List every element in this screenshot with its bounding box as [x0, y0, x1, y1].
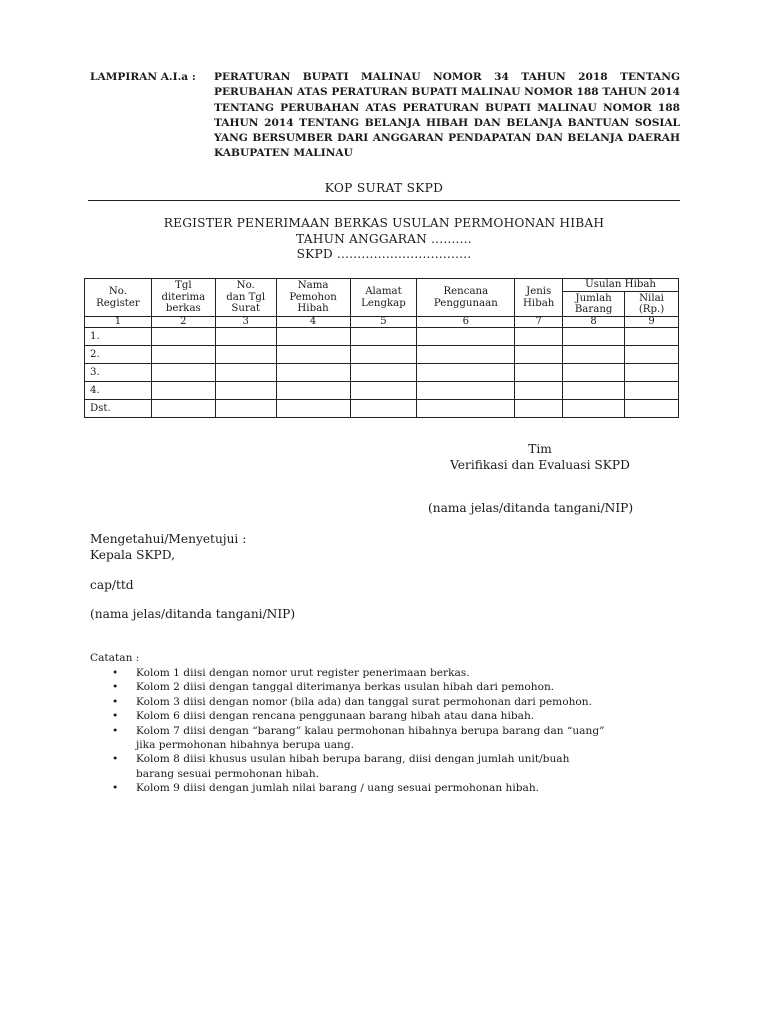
column-number: 2 — [151, 317, 215, 328]
row-number: 1. — [85, 328, 152, 346]
bullet-icon: • — [112, 724, 119, 737]
header-tgl-diterima: Tgl diterima berkas — [151, 279, 215, 317]
header-jenis: Jenis Hibah — [515, 279, 563, 317]
table-row — [85, 364, 679, 382]
bullet-icon: • — [112, 695, 119, 708]
list-item: • Kolom 9 diisi dengan jumlah nilai barang / uang sesuai permohonan hibah. — [112, 782, 540, 795]
register-title: REGISTER PENERIMAAN BERKAS USULAN PERMOHONAN HIBAH — [163, 216, 605, 230]
row-number: 3. — [85, 364, 152, 382]
tim-verifikasi-label: Verifikasi dan Evaluasi SKPD — [450, 458, 630, 472]
row-number: Dst. — [85, 400, 152, 418]
kepala-skpd-label: Kepala SKPD, — [90, 547, 175, 562]
header-rencana: Rencana Penggunaan — [417, 279, 515, 317]
cap-ttd: cap/ttd — [90, 578, 134, 592]
mengetahui-label: Mengetahui/Menyetujui : — [90, 532, 247, 546]
table-row — [85, 400, 679, 418]
tim-label: Tim — [528, 442, 552, 456]
lampiran-label: LAMPIRAN A.I.a : — [90, 71, 196, 83]
register-table — [84, 278, 679, 418]
register-skpd: SKPD ................................. — [296, 247, 472, 261]
header-nama-pemohon: Nama Pemohon Hibah — [276, 279, 350, 317]
column-number: 8 — [563, 317, 625, 328]
bullet-icon: • — [112, 753, 119, 766]
list-item: • Kolom 2 diisi dengan tanggal diterimanya berkas usulan hibah dari pemohon. — [112, 681, 555, 694]
list-item: • Kolom 1 diisi dengan nomor urut register penerimaan berkas. — [112, 667, 470, 679]
column-number: 6 — [417, 317, 515, 328]
kop-divider — [88, 200, 680, 201]
register-tahun: TAHUN ANGGARAN .......... — [296, 232, 472, 246]
tim-signature-name: (nama jelas/ditanda tangani/NIP) — [428, 501, 634, 515]
lampiran-text: PERATURAN BUPATI MALINAU NOMOR 34 TAHUN 2018 TENTANG PERUBAHAN ATAS PERATURAN BUPATI MALINAU NOMOR 188 TAHUN 2014 TENTANG PERUBAHAN ATAS PERATURAN BUPATI MALINAU NOMOR 188 TAHUN 2014 TENTANG BELANJA HIBAH DAN BELANJA BANTUAN SOSIAL YANG BERSUMBER DARI ANGGARAN PENDAPATAN DAN BELANJA DAERAH KABUPATEN MALINAU — [214, 71, 680, 160]
row-number: 4. — [85, 382, 152, 400]
header-alamat: Alamat Lengkap — [350, 279, 417, 317]
list-item: • Kolom 8 diisi khusus usulan hibah berupa barang, diisi dengan jumlah unit/buah barang sesuai permohonan hibah. — [112, 753, 570, 780]
header-usulan-hibah: Usulan Hibah — [563, 279, 679, 292]
header-nilai: Nilai (Rp.) — [625, 292, 679, 317]
catatan-list — [90, 666, 690, 796]
header-jumlah-barang: Jumlah Barang — [563, 292, 625, 317]
column-number: 1 — [85, 317, 152, 328]
column-number: 4 — [276, 317, 350, 328]
tim-verifikasi — [420, 441, 660, 473]
bullet-icon: • — [112, 681, 119, 694]
kop-surat-title: KOP SURAT SKPD — [324, 181, 444, 195]
row-number: 2. — [85, 346, 152, 364]
list-item: • Kolom 6 diisi dengan rencana penggunaan barang hibah atau dana hibah. — [112, 710, 535, 723]
table-header-row — [85, 279, 679, 292]
column-number: 3 — [215, 317, 276, 328]
list-item: • Kolom 7 diisi dengan “barang” kalau permohonan hibahnya berupa barang dan “uang” jika permohonan hibahnya berupa uang. — [112, 724, 605, 752]
column-number: 7 — [515, 317, 563, 328]
table-row — [85, 328, 679, 346]
bullet-icon: • — [112, 710, 119, 723]
catatan-title: Catatan : — [90, 652, 140, 664]
bullet-icon: • — [112, 782, 119, 795]
header-no-register: No. Register — [85, 279, 152, 317]
column-number-row — [85, 317, 679, 328]
table-row — [85, 346, 679, 364]
list-item: • Kolom 3 diisi dengan nomor (bila ada) dan tanggal surat permohonan dari pemohon. — [112, 695, 592, 708]
column-number: 5 — [350, 317, 417, 328]
kepala-signature-name: (nama jelas/ditanda tangani/NIP) — [90, 607, 296, 621]
column-number: 9 — [625, 317, 679, 328]
header-no-tgl-surat: No. dan Tgl Surat — [215, 279, 276, 317]
mengetahui-block — [90, 532, 246, 563]
bullet-icon: • — [112, 667, 119, 679]
table-row — [85, 382, 679, 400]
